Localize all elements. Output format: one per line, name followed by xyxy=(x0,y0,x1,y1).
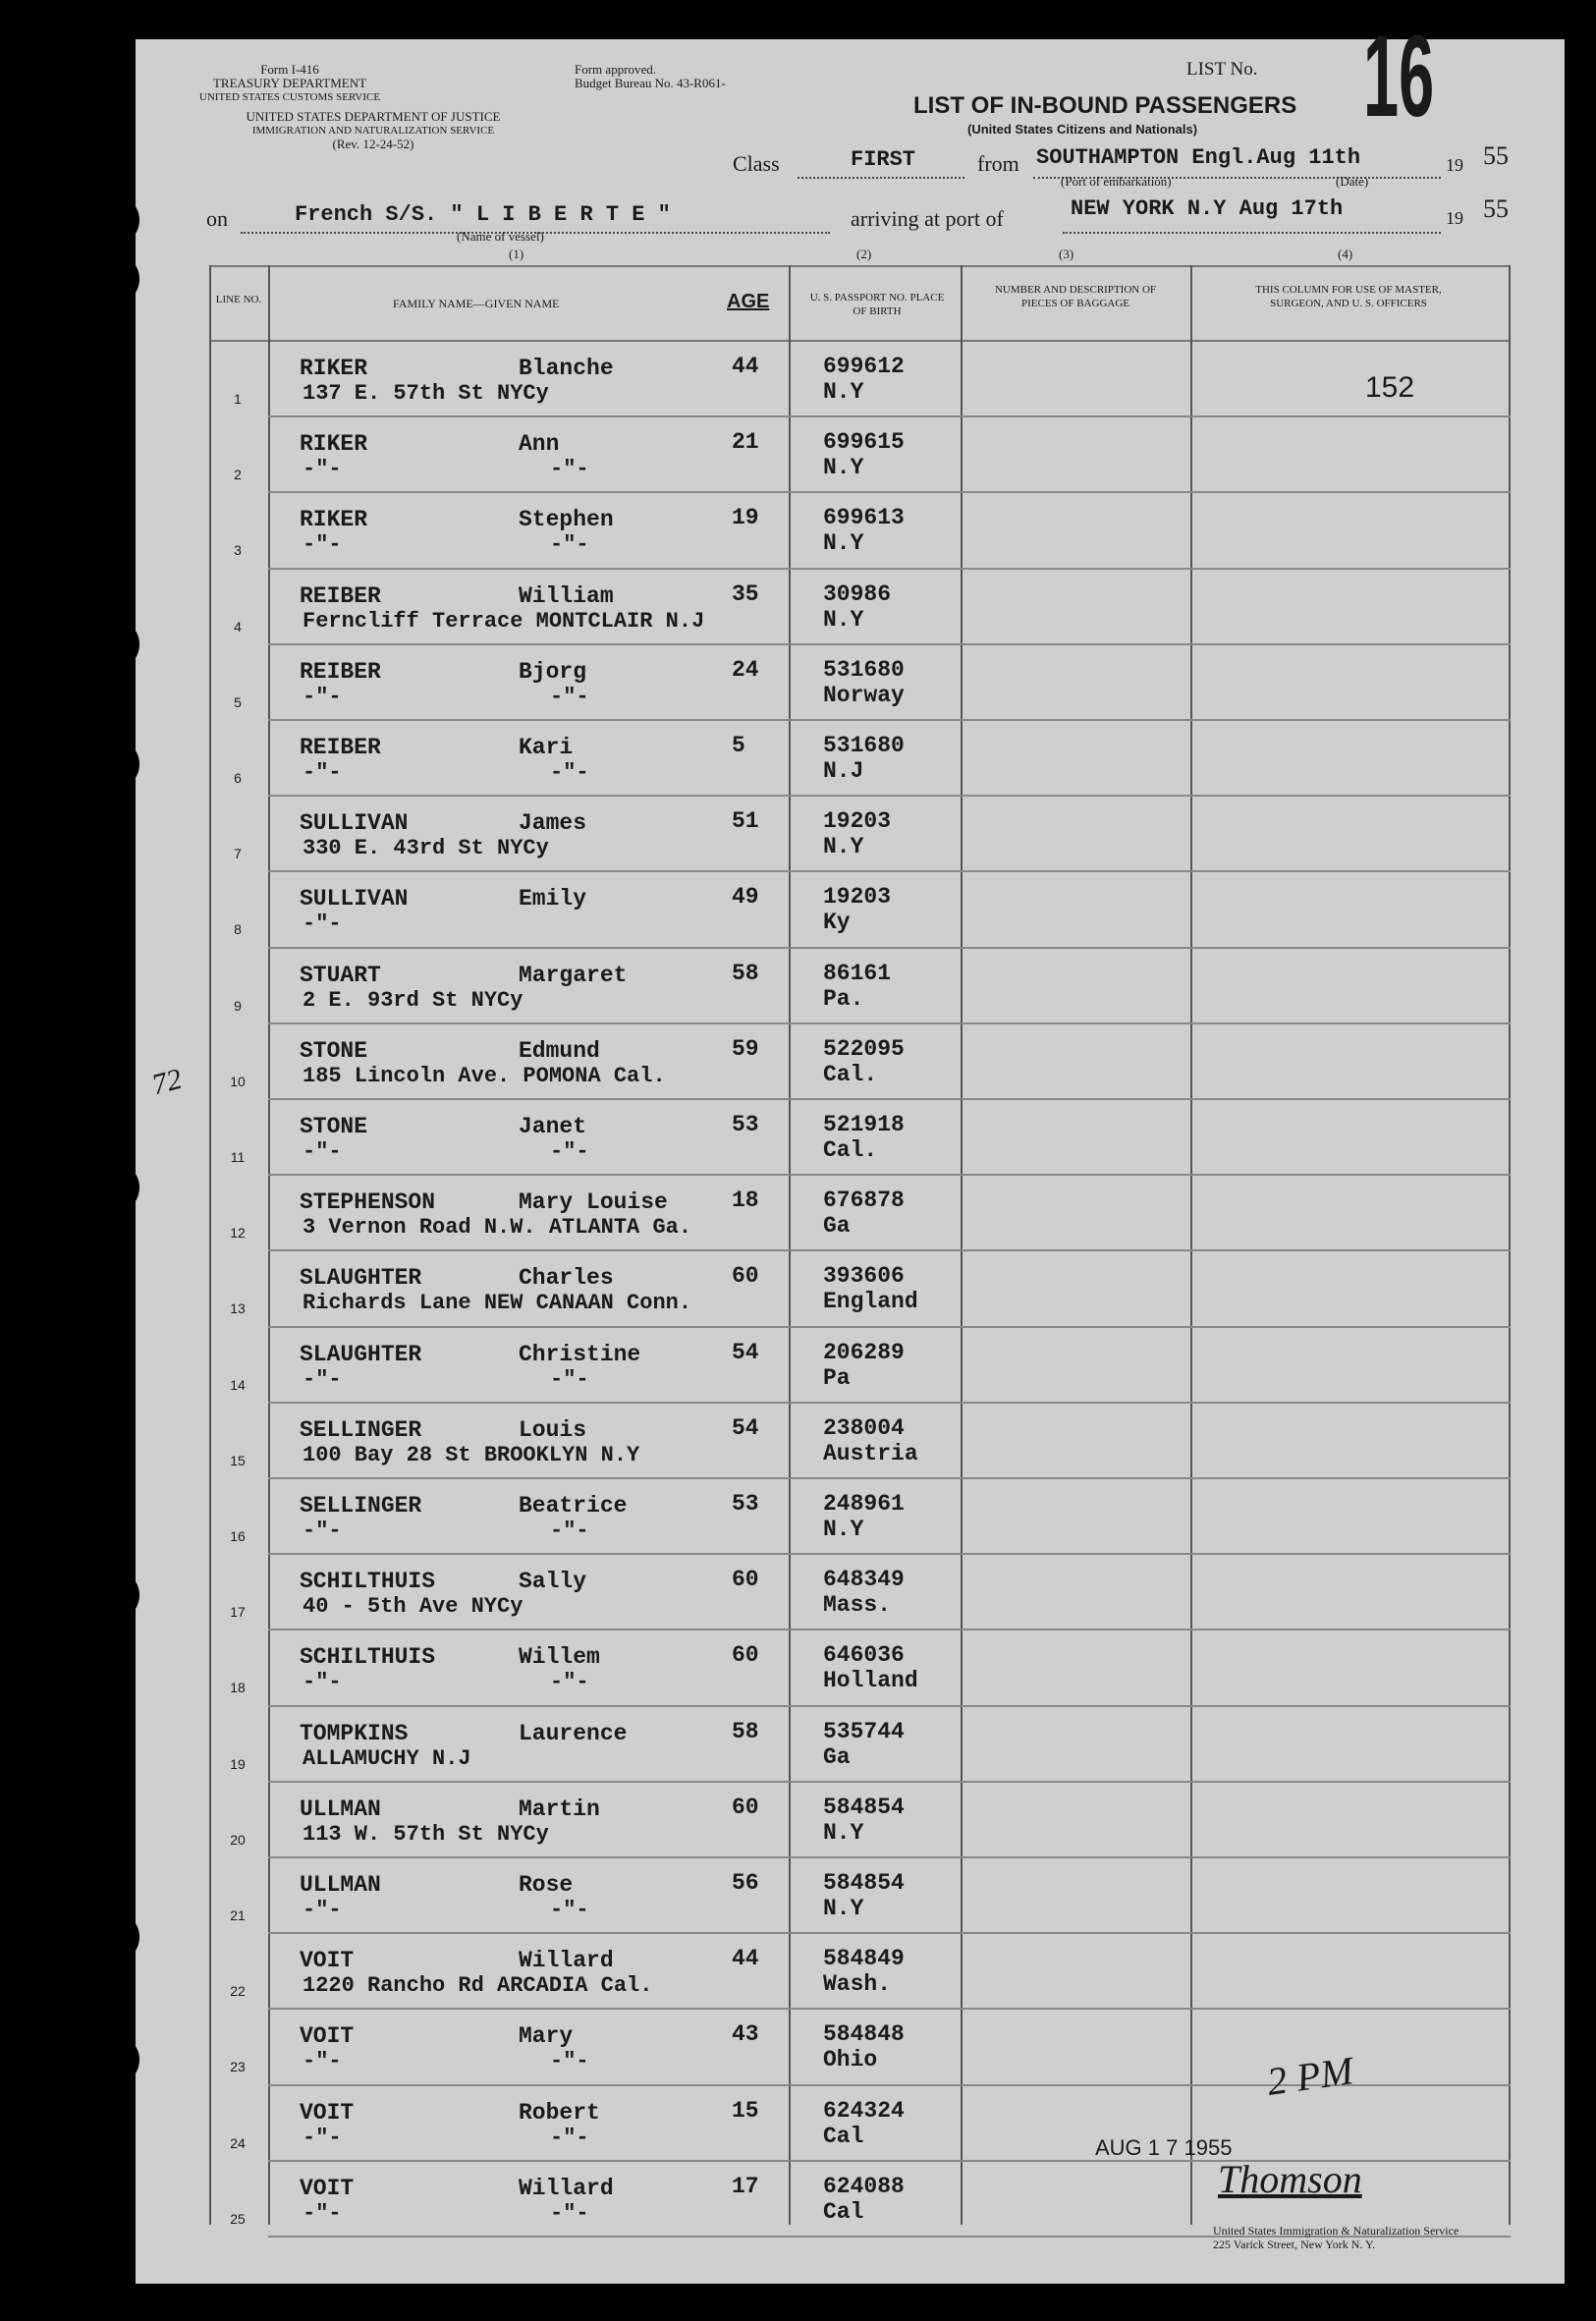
place-of-birth: Cal xyxy=(823,2198,864,2225)
given-name: Martin xyxy=(519,1796,600,1822)
address: -"- xyxy=(303,912,342,937)
passport-number: 584854 xyxy=(823,1794,905,1820)
family-name: REIBER xyxy=(300,582,381,609)
passport-number: 19203 xyxy=(823,884,892,911)
age: 60 xyxy=(732,1263,759,1290)
family-name: SCHILTHUIS xyxy=(300,1644,436,1671)
passport-number: 648349 xyxy=(823,1567,905,1593)
line-number: 19 xyxy=(230,1755,246,1772)
form-subtitle: (United States Citizens and Nationals) xyxy=(967,122,1198,137)
passport-number: 584849 xyxy=(823,1946,905,1972)
address: 113 W. 57th St NYCy xyxy=(303,1821,549,1847)
arriving-label: arriving at port of xyxy=(851,206,1004,231)
place-of-birth: N.Y xyxy=(823,606,864,633)
given-name: William xyxy=(519,582,614,609)
row-divider xyxy=(268,643,1511,645)
address: -"- xyxy=(303,1366,342,1392)
form-approved: Form approved. xyxy=(575,62,657,77)
place-of-birth: Ohio xyxy=(823,2047,878,2073)
punch-hole xyxy=(88,1570,139,1621)
address: 3 Vernon Road N.W. ATLANTA Ga. xyxy=(303,1215,692,1241)
age: 49 xyxy=(732,884,759,911)
approval-block xyxy=(575,63,726,90)
age: 21 xyxy=(732,429,759,456)
dept-customs: UNITED STATES CUSTOMS SERVICE xyxy=(198,91,381,103)
received-date-stamp: AUG 1 7 1955 xyxy=(1095,2135,1233,2160)
address: Richards Lane NEW CANAAN Conn. xyxy=(303,1291,692,1316)
family-name: SELLINGER xyxy=(300,1416,422,1443)
place-of-birth: Austria xyxy=(823,1440,918,1466)
line-number: 16 xyxy=(230,1528,246,1544)
passport-number: 624088 xyxy=(823,2173,905,2199)
place-of-birth: Cal. xyxy=(823,1061,878,1087)
place-of-birth: N.Y xyxy=(823,1517,864,1542)
family-name: REIBER xyxy=(300,658,381,685)
address: -"- xyxy=(303,760,342,785)
age: 60 xyxy=(732,1794,759,1820)
given-name: James xyxy=(519,810,587,837)
line-number: 23 xyxy=(230,2059,246,2075)
embark-note: (Port of embarkation) xyxy=(1061,174,1172,189)
header-baggage: NUMBER AND DESCRIPTION OF PIECES OF BAGGAGE xyxy=(994,284,1157,309)
passport-number: 521918 xyxy=(823,1112,905,1137)
address: 40 - 5th Ave NYCy xyxy=(303,1594,523,1620)
place-of-birth: N.J xyxy=(823,758,864,784)
family-name: STONE xyxy=(300,1037,368,1064)
on-label: on xyxy=(206,206,228,231)
given-name: Mary Louise xyxy=(519,1189,668,1216)
address-given: -"- xyxy=(550,2200,589,2226)
footer-line-2: 225 Varick Street, New York N. Y. xyxy=(1213,2238,1376,2251)
family-name: SCHILTHUIS xyxy=(300,1569,436,1595)
passport-number: 531680 xyxy=(823,656,905,683)
age: 58 xyxy=(732,960,759,986)
address: -"- xyxy=(303,2200,342,2226)
row-divider xyxy=(268,491,1511,493)
punch-hole xyxy=(88,2034,139,2085)
punch-hole xyxy=(88,619,139,670)
place-of-birth: Pa. xyxy=(823,985,864,1012)
address-given: -"- xyxy=(550,1898,589,1922)
row-divider xyxy=(268,1022,1511,1024)
place-of-birth: Mass. xyxy=(823,1592,892,1619)
line-number: 22 xyxy=(230,1983,246,2000)
given-name: Kari xyxy=(519,735,574,760)
age: 53 xyxy=(732,1112,759,1137)
row-divider xyxy=(268,1477,1511,1479)
year-1: 55 xyxy=(1483,141,1509,170)
address: 1220 Rancho Rd ARCADIA Cal. xyxy=(303,1973,653,1999)
time-annotation: 2 PM xyxy=(1264,2048,1356,2104)
line-number: 13 xyxy=(230,1300,246,1317)
passport-number: 393606 xyxy=(823,1263,905,1290)
age: 53 xyxy=(732,1491,759,1517)
passport-number: 535744 xyxy=(823,1718,905,1744)
place-of-birth: N.Y xyxy=(823,1819,864,1846)
place-of-birth: England xyxy=(823,1289,918,1315)
line-number: 10 xyxy=(230,1073,246,1089)
passport-number: 699612 xyxy=(823,354,905,379)
address: -"- xyxy=(303,2049,342,2074)
age: 19 xyxy=(732,505,759,531)
vessel-note: (Name of vessel) xyxy=(457,229,544,244)
header-age: AGE xyxy=(727,291,770,312)
punch-hole xyxy=(88,1911,139,1962)
given-name: Stephen xyxy=(519,507,614,533)
punch-hole xyxy=(88,739,139,790)
family-name: STEPHENSON xyxy=(300,1189,436,1216)
row-divider xyxy=(268,1781,1511,1783)
punch-hole xyxy=(88,1162,139,1213)
passport-number: 699613 xyxy=(823,505,905,531)
row-divider xyxy=(268,1326,1511,1328)
address: ALLAMUCHY N.J xyxy=(303,1745,471,1771)
line-number: 25 xyxy=(230,2210,246,2227)
place-of-birth: Cal xyxy=(823,2123,864,2149)
form-id-block xyxy=(192,63,388,104)
col-num-3: (3) xyxy=(1059,247,1074,261)
age: 15 xyxy=(732,2097,759,2124)
given-name: Willem xyxy=(519,1644,600,1671)
given-name: Willard xyxy=(519,2175,614,2201)
passport-number: 248961 xyxy=(823,1491,905,1517)
header-officers: THIS COLUMN FOR USE OF MASTER, SURGEON, AND U. S. OFFICERS xyxy=(1255,284,1442,309)
address: 100 Bay 28 St BROOKLYN N.Y xyxy=(303,1442,640,1467)
place-of-birth: Holland xyxy=(823,1668,918,1694)
line-number: 2 xyxy=(234,467,242,483)
row-divider xyxy=(268,870,1511,872)
place-of-birth: Pa xyxy=(823,1364,851,1391)
age: 56 xyxy=(732,1870,759,1896)
col-num-2: (2) xyxy=(856,247,872,261)
age: 43 xyxy=(732,2021,759,2048)
list-number: 16 xyxy=(1363,12,1435,141)
age: 59 xyxy=(732,1035,759,1062)
address: 185 Lincoln Ave. POMONA Cal. xyxy=(303,1063,666,1088)
given-name: Beatrice xyxy=(519,1493,628,1519)
age: 17 xyxy=(732,2173,759,2199)
family-name: RIKER xyxy=(300,356,368,381)
place-of-birth: Wash. xyxy=(823,1971,892,1998)
given-name: Robert xyxy=(519,2099,600,2126)
family-name: RIKER xyxy=(300,507,368,533)
given-name: Sally xyxy=(519,1569,587,1595)
given-name: Edmund xyxy=(519,1037,600,1064)
address: -"- xyxy=(303,1139,342,1164)
header-line-no: LINE NO. xyxy=(215,294,262,305)
passport-number: 238004 xyxy=(823,1414,905,1441)
row-divider xyxy=(268,415,1511,417)
punch-hole xyxy=(88,194,139,246)
passport-number: 584848 xyxy=(823,2021,905,2048)
line-number: 11 xyxy=(230,1149,246,1165)
age: 58 xyxy=(732,1718,759,1744)
given-name: Blanche xyxy=(519,356,614,381)
address-given: -"- xyxy=(550,2125,589,2150)
address: Ferncliff Terrace MONTCLAIR N.J xyxy=(303,608,705,634)
passport-number: 699615 xyxy=(823,429,905,456)
port-embarkation: SOUTHAMPTON Engl.Aug 11th xyxy=(1036,145,1361,170)
passport-number: 19203 xyxy=(823,808,892,835)
from-label: from xyxy=(977,151,1019,176)
row-divider xyxy=(268,1856,1511,1858)
family-name: REIBER xyxy=(300,735,381,760)
family-name: SULLIVAN xyxy=(300,886,409,912)
passport-number: 624324 xyxy=(823,2097,905,2124)
row-divider xyxy=(268,947,1511,949)
line-number: 21 xyxy=(230,1907,246,1923)
age: 24 xyxy=(732,656,759,683)
place-of-birth: Ga xyxy=(823,1743,851,1770)
address-given: -"- xyxy=(550,1366,589,1392)
place-of-birth: N.Y xyxy=(823,455,864,481)
line-number: 1 xyxy=(234,391,242,407)
line-number: 15 xyxy=(230,1452,246,1468)
address-given: -"- xyxy=(550,760,589,785)
place-of-birth: N.Y xyxy=(823,1896,864,1921)
family-name: ULLMAN xyxy=(300,1796,381,1822)
place-of-birth: N.Y xyxy=(823,834,864,860)
arrival-port: NEW YORK N.Y Aug 17th xyxy=(1071,196,1344,221)
family-name: RIKER xyxy=(300,431,368,458)
line-number: 8 xyxy=(234,921,242,938)
given-name: Rose xyxy=(519,1872,574,1898)
line-number: 9 xyxy=(234,997,242,1014)
line-number: 4 xyxy=(234,618,242,635)
address: 2 E. 93rd St NYCy xyxy=(303,987,523,1013)
family-name: STUART xyxy=(300,962,381,988)
place-of-birth: Ga xyxy=(823,1213,851,1240)
row-divider xyxy=(268,1402,1511,1404)
class-label: Class xyxy=(733,151,780,176)
age: 60 xyxy=(732,1642,759,1669)
given-name: Bjorg xyxy=(519,658,587,685)
line-number: 14 xyxy=(230,1376,246,1393)
row-divider xyxy=(268,795,1511,797)
address: 330 E. 43rd St NYCy xyxy=(303,836,549,861)
given-name: Ann xyxy=(519,431,560,458)
line-number: 3 xyxy=(234,542,242,559)
age: 18 xyxy=(732,1188,759,1214)
given-name: Mary xyxy=(519,2023,574,2050)
passport-number: 86161 xyxy=(823,960,892,986)
address-given: -"- xyxy=(550,1139,589,1164)
footer-agency xyxy=(1213,2224,1458,2251)
address-given: -"- xyxy=(550,684,589,709)
given-name: Emily xyxy=(519,886,587,912)
line-number: 7 xyxy=(234,846,242,862)
row-divider xyxy=(268,719,1511,721)
family-name: TOMPKINS xyxy=(300,1720,409,1746)
signature: Thomson xyxy=(1218,2157,1362,2201)
place-of-birth: Norway xyxy=(823,682,905,708)
footer-line-1: United States Immigration & Naturalization Service xyxy=(1213,2224,1459,2238)
given-name: Laurence xyxy=(519,1720,628,1746)
row-divider xyxy=(268,1553,1511,1555)
address-given: -"- xyxy=(550,457,589,482)
passport-number: 531680 xyxy=(823,733,905,758)
list-no-label: LIST No. xyxy=(1186,59,1258,80)
dept-ins: IMMIGRATION AND NATURALIZATION SERVICE xyxy=(251,125,495,137)
address: -"- xyxy=(303,1898,342,1922)
margin-mark: 72 xyxy=(148,1062,186,1102)
form-number: Form I-416 xyxy=(260,62,319,77)
punch-hole xyxy=(88,253,139,304)
class-value: FIRST xyxy=(851,147,916,172)
family-name: VOIT xyxy=(300,2023,355,2050)
family-name: VOIT xyxy=(300,2175,355,2201)
date-note: (Date) xyxy=(1336,174,1369,189)
family-name: SLAUGHTER xyxy=(300,1341,422,1367)
row-divider xyxy=(268,2008,1511,2010)
address: -"- xyxy=(303,1670,342,1695)
col-num-1: (1) xyxy=(509,247,524,261)
address-given: -"- xyxy=(550,2049,589,2074)
age: 44 xyxy=(732,354,759,379)
line-number: 12 xyxy=(230,1225,246,1242)
place-of-birth: Ky xyxy=(823,910,851,936)
address: -"- xyxy=(303,457,342,482)
age: 35 xyxy=(732,580,759,607)
family-name: SULLIVAN xyxy=(300,810,409,837)
dept-treasury: TREASURY DEPARTMENT xyxy=(212,76,367,90)
table-top-border xyxy=(209,265,1511,267)
place-of-birth: Cal. xyxy=(823,1137,878,1163)
given-name: Christine xyxy=(519,1341,641,1367)
row-divider xyxy=(268,1705,1511,1707)
passport-number: 522095 xyxy=(823,1035,905,1062)
line-number: 20 xyxy=(230,1831,246,1848)
row-divider xyxy=(268,1174,1511,1176)
header-passport: U. S. PASSPORT NO. PLACE OF BIRTH xyxy=(809,292,945,317)
year-prefix-1: 19 xyxy=(1446,155,1463,175)
form-title: LIST OF IN-BOUND PASSENGERS xyxy=(913,92,1297,119)
row-divider xyxy=(268,1098,1511,1100)
family-name: SLAUGHTER xyxy=(300,1265,422,1292)
age: 54 xyxy=(732,1339,759,1365)
given-name: Margaret xyxy=(519,962,628,988)
given-name: Louis xyxy=(519,1416,587,1443)
row-divider xyxy=(268,1932,1511,1934)
col-num-4: (4) xyxy=(1338,247,1353,261)
passport-number: 676878 xyxy=(823,1188,905,1214)
line-number: 18 xyxy=(230,1680,246,1696)
header-name: FAMILY NAME—GIVEN NAME xyxy=(393,297,560,310)
given-name: Willard xyxy=(519,1948,614,1974)
passport-number: 206289 xyxy=(823,1339,905,1365)
family-name: STONE xyxy=(300,1114,368,1139)
address-given: -"- xyxy=(550,1519,589,1543)
year-2: 55 xyxy=(1483,194,1509,223)
age: 60 xyxy=(732,1567,759,1593)
table-header-border xyxy=(209,340,1511,342)
given-name: Janet xyxy=(519,1114,587,1139)
budget-bureau: Budget Bureau No. 43-R061- xyxy=(575,76,726,90)
passport-number: 646036 xyxy=(823,1642,905,1669)
passport-number: 584854 xyxy=(823,1870,905,1896)
family-name: ULLMAN xyxy=(300,1872,381,1898)
age: 44 xyxy=(732,1946,759,1972)
given-name: Charles xyxy=(519,1265,614,1292)
row-divider xyxy=(268,568,1511,570)
year-prefix-2: 19 xyxy=(1446,208,1463,228)
place-of-birth: N.Y xyxy=(823,530,864,557)
age: 51 xyxy=(732,808,759,835)
age: 54 xyxy=(732,1414,759,1441)
address-given: -"- xyxy=(550,532,589,558)
row-divider xyxy=(268,1629,1511,1630)
line-number: 24 xyxy=(230,2134,246,2151)
address-given: -"- xyxy=(550,1670,589,1695)
line-number: 5 xyxy=(234,693,242,710)
passport-number: 30986 xyxy=(823,580,892,607)
age: 5 xyxy=(732,733,745,758)
doj-block xyxy=(196,110,550,151)
revision-date: (Rev. 12-24-52) xyxy=(332,137,414,151)
address: -"- xyxy=(303,684,342,709)
officer-note: 152 xyxy=(1365,371,1415,404)
address: -"- xyxy=(303,2125,342,2150)
row-divider xyxy=(268,1249,1511,1251)
family-name: VOIT xyxy=(300,1948,355,1974)
line-number: 17 xyxy=(230,1604,246,1621)
vessel-name: French S/S. " L I B E R T E " xyxy=(295,202,671,227)
address: 137 E. 57th St NYCy xyxy=(303,381,549,406)
family-name: SELLINGER xyxy=(300,1493,422,1519)
address: -"- xyxy=(303,532,342,558)
family-name: VOIT xyxy=(300,2099,355,2126)
place-of-birth: N.Y xyxy=(823,379,864,405)
address: -"- xyxy=(303,1519,342,1543)
dept-justice: UNITED STATES DEPARTMENT OF JUSTICE xyxy=(246,109,501,124)
line-number: 6 xyxy=(234,770,242,786)
